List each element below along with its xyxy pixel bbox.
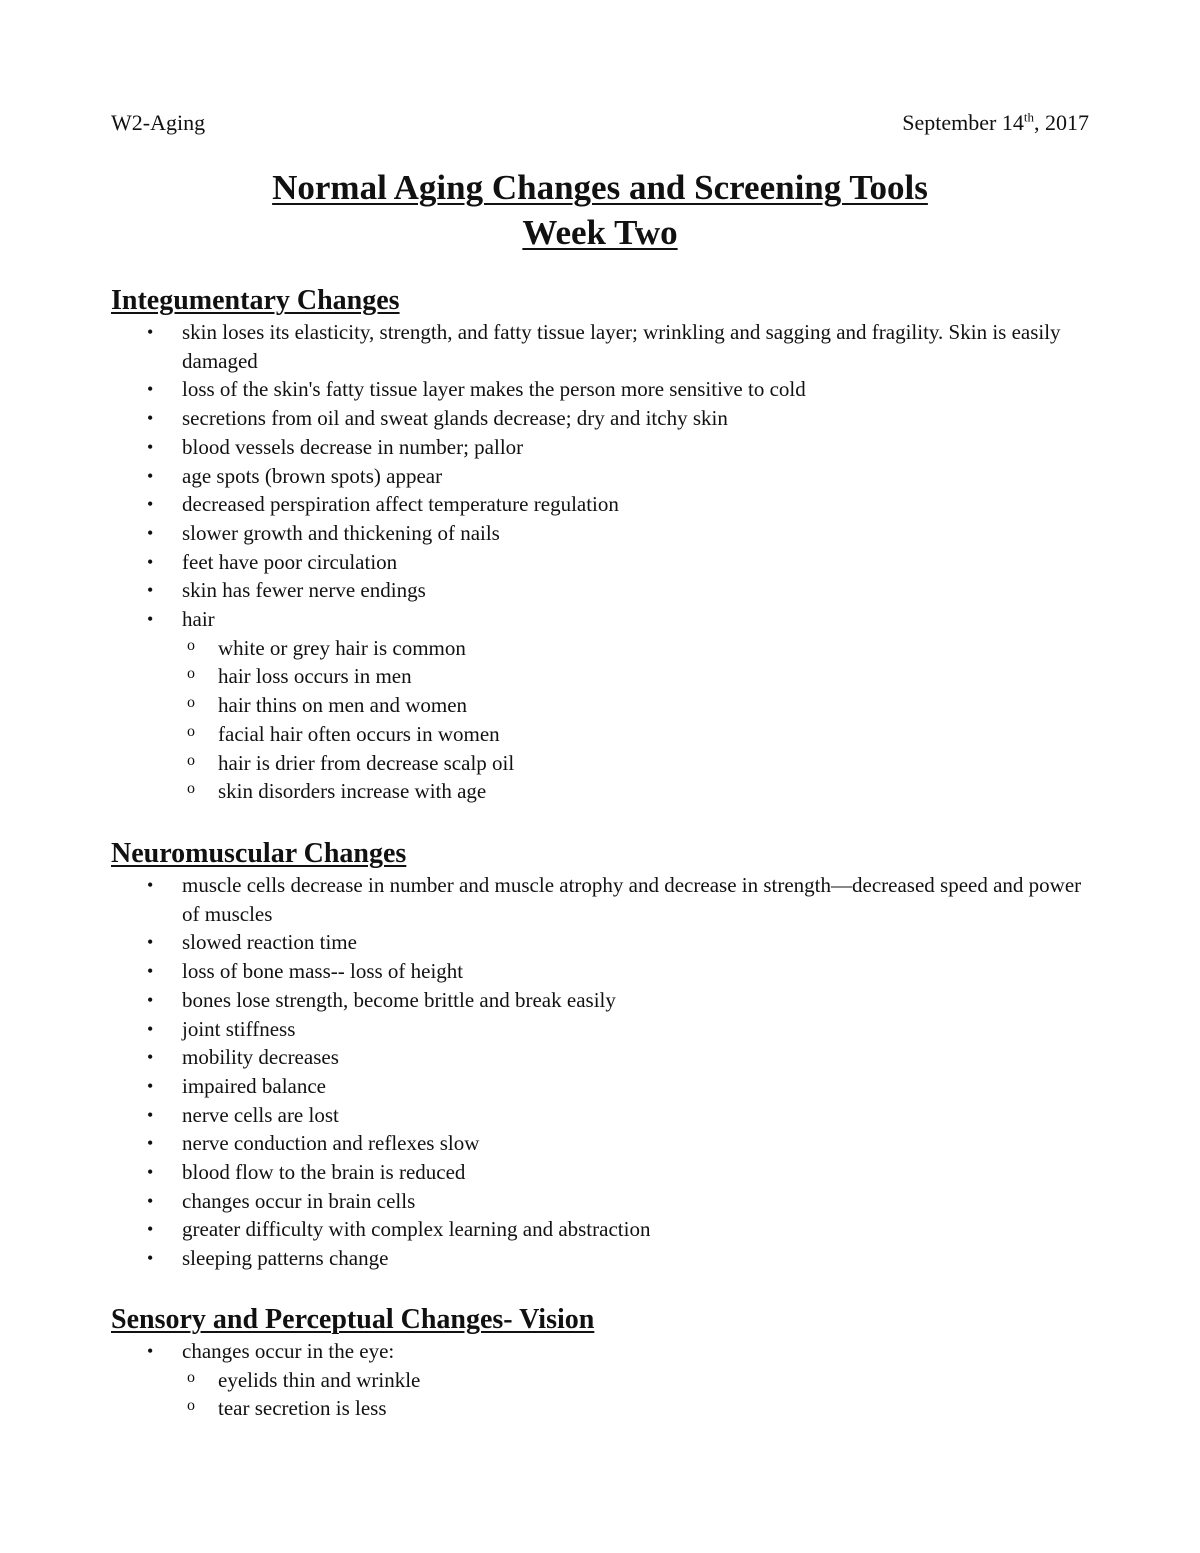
bullet-icon: • bbox=[147, 1248, 154, 1269]
list-item-text: hair bbox=[182, 607, 215, 632]
date-main: September 14 bbox=[902, 110, 1024, 135]
bullet-icon: • bbox=[147, 465, 154, 486]
section-heading: Sensory and Perceptual Changes- Vision bbox=[111, 1304, 595, 1335]
sub-list-item-text: facial hair often occurs in women bbox=[218, 721, 500, 746]
section-neuromuscular bbox=[111, 837, 1089, 1273]
bullet-icon: • bbox=[147, 609, 154, 630]
list-item bbox=[111, 605, 1089, 806]
list-item bbox=[111, 1072, 1089, 1101]
list-item bbox=[111, 986, 1089, 1015]
list-item bbox=[111, 404, 1089, 433]
sub-list-item bbox=[182, 749, 1089, 778]
sub-list-item-text: hair thins on men and women bbox=[218, 693, 468, 718]
course-code: W2-Aging bbox=[111, 110, 206, 135]
list-item bbox=[111, 871, 1089, 928]
bullet-icon: • bbox=[147, 379, 154, 400]
bullet-icon: • bbox=[147, 1133, 154, 1154]
sub-bullet-list bbox=[182, 634, 1089, 806]
circle-bullet-icon: o bbox=[187, 694, 195, 712]
list-item bbox=[111, 462, 1089, 491]
bullet-icon: • bbox=[147, 875, 154, 895]
list-item-text: joint stiffness bbox=[182, 1016, 296, 1041]
list-item bbox=[111, 928, 1089, 957]
list-item bbox=[111, 1158, 1089, 1187]
date-year: , 2017 bbox=[1034, 110, 1089, 135]
circle-bullet-icon: o bbox=[187, 636, 195, 654]
list-item bbox=[111, 519, 1089, 548]
circle-bullet-icon: o bbox=[187, 780, 195, 798]
list-item-text: sleeping patterns change bbox=[182, 1246, 389, 1271]
sub-list-item-text: hair loss occurs in men bbox=[218, 664, 412, 689]
list-item-text: nerve conduction and reflexes slow bbox=[182, 1131, 480, 1156]
sub-list-item bbox=[182, 777, 1089, 806]
bullet-icon: • bbox=[147, 580, 154, 601]
sub-list-item-text: tear secretion is less bbox=[218, 1396, 387, 1421]
list-item bbox=[111, 548, 1089, 577]
section-heading: Neuromuscular Changes bbox=[111, 838, 407, 869]
bullet-icon: • bbox=[147, 1341, 154, 1361]
bullet-icon: • bbox=[147, 436, 154, 457]
bullet-list bbox=[111, 318, 1089, 806]
sub-list-item bbox=[182, 720, 1089, 749]
bullet-icon: • bbox=[147, 551, 154, 572]
bullet-icon: • bbox=[147, 932, 154, 953]
bullet-icon: • bbox=[147, 494, 154, 515]
sub-list-item bbox=[182, 691, 1089, 720]
list-item bbox=[111, 1043, 1089, 1072]
bullet-icon: • bbox=[147, 408, 154, 429]
list-item-text: nerve cells are lost bbox=[182, 1102, 339, 1127]
list-item bbox=[111, 318, 1089, 375]
circle-bullet-icon: o bbox=[187, 722, 195, 740]
bullet-icon: • bbox=[147, 1075, 154, 1096]
bullet-icon: • bbox=[147, 522, 154, 543]
list-item-text: loss of bone mass-- loss of height bbox=[182, 959, 464, 984]
circle-bullet-icon: o bbox=[187, 751, 195, 769]
sub-list-item-text: skin disorders increase with age bbox=[218, 779, 487, 804]
bullet-icon: • bbox=[147, 1190, 154, 1211]
bullet-icon: • bbox=[147, 1018, 154, 1039]
bullet-icon: • bbox=[147, 322, 154, 342]
list-item bbox=[111, 1015, 1089, 1044]
list-item-text: blood flow to the brain is reduced bbox=[182, 1160, 466, 1185]
bullet-icon: • bbox=[147, 1047, 154, 1068]
list-item bbox=[111, 1187, 1089, 1216]
sub-list-item-text: white or grey hair is common bbox=[218, 635, 466, 660]
bullet-icon: • bbox=[147, 1219, 154, 1240]
date-suffix: th bbox=[1023, 109, 1034, 125]
list-item-text: slower growth and thickening of nails bbox=[182, 520, 500, 545]
list-item bbox=[111, 1337, 1089, 1423]
sub-bullet-list bbox=[182, 1366, 1089, 1423]
document-date bbox=[902, 110, 1089, 136]
sub-list-item bbox=[182, 662, 1089, 691]
list-item-text: blood vessels decrease in number; pallor bbox=[182, 434, 524, 459]
list-item bbox=[111, 1101, 1089, 1130]
list-item-text: feet have poor circulation bbox=[182, 549, 398, 574]
list-item-text: impaired balance bbox=[182, 1073, 327, 1098]
bullet-list bbox=[111, 871, 1089, 1273]
list-item bbox=[111, 490, 1089, 519]
bullet-icon: • bbox=[147, 1162, 154, 1183]
list-item-text: age spots (brown spots) appear bbox=[182, 463, 443, 488]
page-title: Normal Aging Changes and Screening Tools bbox=[272, 168, 928, 207]
list-item-text: bones lose strength, become brittle and break easily bbox=[182, 987, 616, 1012]
bullet-icon: • bbox=[147, 989, 154, 1010]
circle-bullet-icon: o bbox=[187, 665, 195, 683]
list-item-text: decreased perspiration affect temperature regulation bbox=[182, 492, 619, 517]
list-item bbox=[111, 1244, 1089, 1273]
list-item-text: changes occur in the eye: bbox=[182, 1339, 395, 1363]
circle-bullet-icon: o bbox=[187, 1368, 195, 1386]
list-item bbox=[111, 1129, 1089, 1158]
list-item bbox=[111, 957, 1089, 986]
list-item bbox=[111, 375, 1089, 404]
page-header bbox=[111, 110, 1089, 140]
list-item-text: skin has fewer nerve endings bbox=[182, 578, 426, 603]
list-item-text: greater difficulty with complex learning and abstraction bbox=[182, 1217, 651, 1242]
list-item-text: mobility decreases bbox=[182, 1045, 339, 1070]
list-item-text: loss of the skin's fatty tissue layer makes the person more sensitive to cold bbox=[182, 377, 806, 402]
list-item bbox=[111, 576, 1089, 605]
section-vision bbox=[111, 1303, 1089, 1423]
bullet-icon: • bbox=[147, 961, 154, 982]
sub-list-item bbox=[182, 1394, 1089, 1423]
bullet-list bbox=[111, 1337, 1089, 1423]
section-heading: Integumentary Changes bbox=[111, 285, 400, 316]
list-item-text: changes occur in brain cells bbox=[182, 1188, 416, 1213]
sub-list-item-text: hair is drier from decrease scalp oil bbox=[218, 750, 515, 775]
circle-bullet-icon: o bbox=[187, 1397, 195, 1415]
list-item bbox=[111, 433, 1089, 462]
list-item-text: muscle cells decrease in number and muscle atrophy and decrease in strength—decreased speed and power of muscles bbox=[182, 873, 1082, 926]
bullet-icon: • bbox=[147, 1104, 154, 1125]
page-subtitle: Week Two bbox=[522, 213, 678, 252]
list-item-text: skin loses its elasticity, strength, and fatty tissue layer; wrinkling and sagging and fragility. Skin is easily damaged bbox=[182, 320, 1061, 373]
sub-list-item-text: eyelids thin and wrinkle bbox=[218, 1367, 421, 1392]
sub-list-item bbox=[182, 634, 1089, 663]
sub-list-item bbox=[182, 1366, 1089, 1395]
section-integumentary bbox=[111, 284, 1089, 806]
list-item-text: slowed reaction time bbox=[182, 930, 357, 955]
list-item-text: secretions from oil and sweat glands decrease; dry and itchy skin bbox=[182, 406, 728, 431]
list-item bbox=[111, 1215, 1089, 1244]
